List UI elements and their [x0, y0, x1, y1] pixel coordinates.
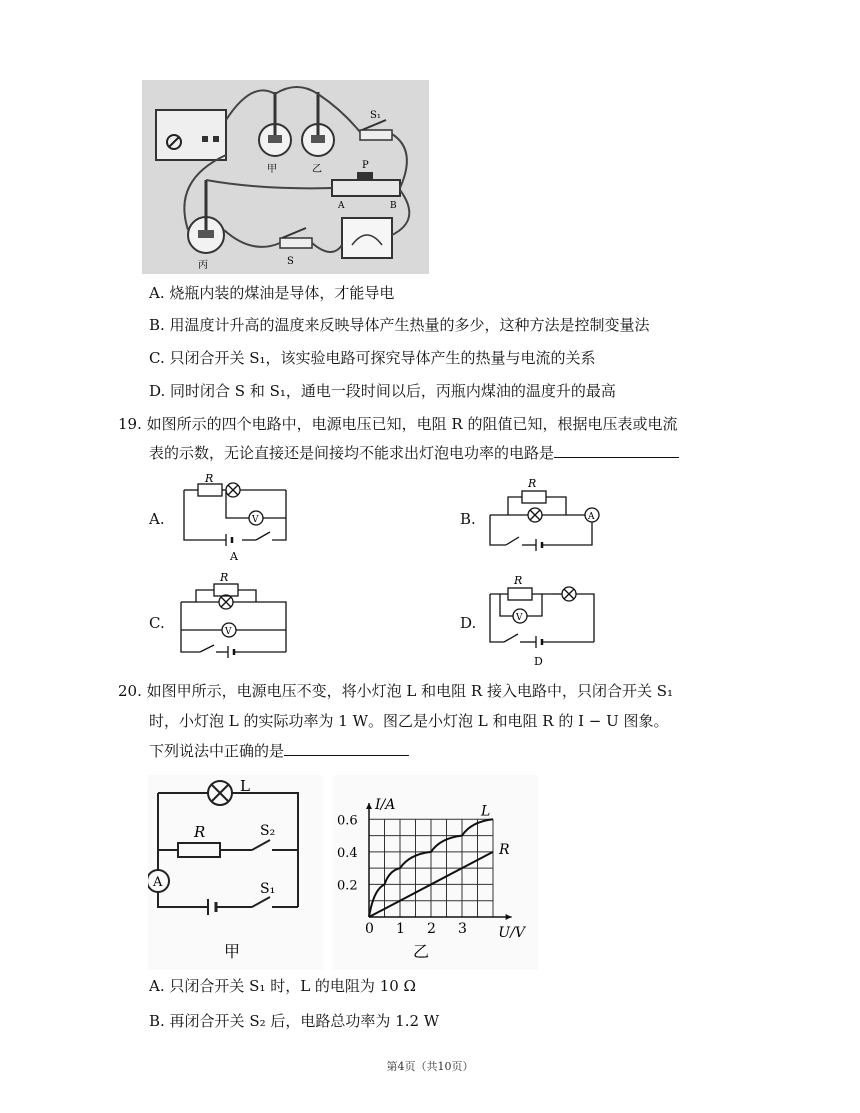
label-s1: S₁ [370, 110, 381, 121]
q18-option-a: A. 烧瓶内装的煤油是导体，才能导电 [149, 284, 395, 302]
q19d-caption: D [534, 655, 543, 668]
q20-caption-jia: 甲 [224, 942, 241, 961]
q19-circuit-c [176, 572, 296, 667]
q19b-a-label: A [588, 512, 595, 522]
q18-figure [142, 80, 429, 274]
y-axis-label: I/A [375, 797, 396, 813]
q19-circuit-d [486, 572, 606, 672]
q20-stem-line3: 下列说法中正确的是 [149, 740, 409, 762]
x-tick-label: 2 [427, 921, 436, 937]
q19-label-a: A. [149, 510, 165, 528]
label-bing: 丙 [198, 260, 208, 271]
q19-circuit-b [486, 475, 606, 555]
q19d-v-label: V [516, 613, 523, 623]
q20-ammeter-label: A [153, 875, 163, 890]
y-tick-label: 0.6 [337, 813, 358, 829]
y-tick-label: 0.2 [337, 878, 358, 894]
page-footer: 第4页（共10页） [386, 1060, 474, 1073]
q18-option-d: D. 同时闭合 S 和 S₁，通电一段时间以后，丙瓶内煤油的温度升的最高 [149, 382, 616, 400]
label-s: S [287, 256, 294, 267]
q20-l-label: L [240, 777, 250, 795]
q19b-r-label: R [528, 477, 537, 490]
series-label-R: R [499, 841, 510, 858]
q20-graph-yi [333, 775, 538, 970]
q19a-r-label: R [205, 472, 214, 485]
q19-answer-blank [554, 443, 679, 458]
q20-option-b: B. 再闭合开关 S₂ 后，电路总功率为 1.2 W [149, 1012, 440, 1030]
q19-stem-line1: 19. 如图所示的四个电路中，电源电压已知，电阻 R 的阻值已知，根据电压表或电流 [118, 415, 678, 433]
q19-label-b: B. [460, 510, 476, 528]
q19d-r-label: R [514, 574, 523, 587]
q20-s2-label: S₂ [260, 823, 276, 839]
q20-caption-yi: 乙 [413, 942, 430, 961]
q19a-v-label: V [252, 515, 259, 525]
q20-option-a: A. 只闭合开关 S₁ 时，L 的电阻为 10 Ω [149, 977, 416, 995]
q19c-r-label: R [220, 572, 229, 584]
q19a-caption: A [230, 550, 238, 563]
q20-s1-label: S₁ [260, 881, 276, 897]
q20-stem-line2: 时，小灯泡 L 的实际功率为 1 W。图乙是小灯泡 L 和电阻 R 的 I − U 图象。 [149, 712, 669, 730]
q18-option-b: B. 用温度计升高的温度来反映导体产生热量的多少，这种方法是控制变量法 [149, 316, 650, 334]
q20-r-label: R [194, 823, 206, 841]
label-a: A [338, 201, 345, 211]
label-p: P [362, 160, 369, 171]
q19-circuit-a [176, 470, 296, 565]
x-tick-label: 3 [458, 921, 467, 937]
x-tick-label: 1 [396, 921, 405, 937]
series-label-L: L [481, 803, 491, 820]
q19-label-c: C. [149, 614, 165, 632]
x-axis-label: U/V [498, 925, 525, 941]
q20-answer-blank [284, 741, 409, 756]
q19-stem-line2: 表的示数，无论直接还是间接均不能求出灯泡电功率的电路是 [149, 442, 679, 464]
q18-option-c: C. 只闭合开关 S₁，该实验电路可探究导体产生的热量与电流的关系 [149, 349, 596, 367]
label-b: B [390, 201, 397, 211]
q20-circuit-jia [148, 775, 323, 970]
label-jia: 甲 [267, 164, 277, 175]
q19-label-d: D. [460, 614, 477, 632]
y-tick-label: 0.4 [337, 845, 358, 861]
x-tick-label: 0 [365, 921, 374, 937]
q20-stem-line1: 20. 如图甲所示，电源电压不变，将小灯泡 L 和电阻 R 接入电路中，只闭合开关 S₁ [118, 682, 674, 700]
q19c-v-label: V [225, 627, 232, 637]
iu-chart [333, 775, 538, 970]
label-yi: 乙 [312, 164, 322, 175]
